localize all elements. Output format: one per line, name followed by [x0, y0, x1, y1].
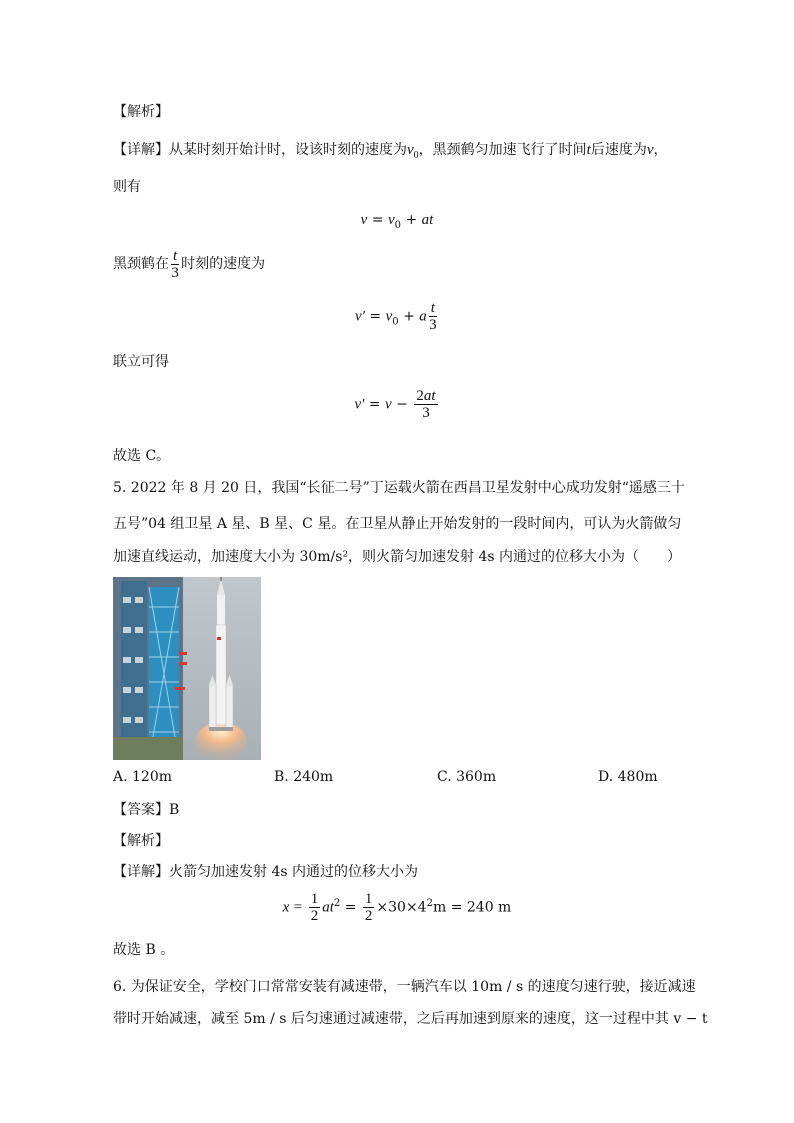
var-v: v: [646, 142, 654, 158]
question-5-line-1: 5. 2022 年 8 月 20 日，我国“长征二号”丁运载火箭在西昌卫星发射中心成功发射“遥感三十: [113, 480, 685, 496]
at-time-line: [113, 246, 265, 282]
detail-line: [113, 862, 418, 882]
equation-result: v′ = v − $\frac{2at}{3}$: [354, 388, 436, 421]
question-6-line-2: 带时开始减速，减至 5m / s 后匀速通过减速带，之后再加速到原来的速度，这一过程中其 v − t: [113, 1011, 708, 1027]
question-5-line-3: 加速直线运动，加速度大小为 30m/s²，则火箭匀加速发射 4s 内通过的位移大小为（ ）: [113, 549, 682, 565]
at-time-pre: 黑颈鹤在: [113, 256, 169, 272]
detail-text: 火箭匀加速发射 4s 内通过的位移大小为: [169, 864, 418, 880]
question-6-line-1: 6. 为保证安全，学校门口常常安装有减速带，一辆汽车以 10m / s 的速度匀速行驶，接近减速: [113, 979, 696, 995]
rocket-launch-photo: [113, 577, 261, 760]
at-time-post: 时刻的速度为: [181, 256, 266, 272]
option-c: C. 360m: [437, 769, 497, 785]
question-5-line-2: 五号”04 组卫星 A 星、B 星、C 星。在卫星从静止开始发射的一段时间内，可认为火箭做匀: [113, 516, 682, 532]
analysis-label: 【解析】: [113, 104, 169, 120]
equation-velocity-prime: $v' = v_0 + a$ $\frac{t}{3}$: [355, 300, 437, 333]
then-text: 则有: [113, 179, 141, 195]
var-t: t: [586, 142, 591, 158]
fraction-t-over-3: $\frac{t}{3}$: [171, 247, 179, 281]
equation-velocity: $v = v_0$ + at: [360, 212, 434, 231]
detail-label: 【详解】: [113, 864, 169, 880]
detail-text: 从某时刻开始计时，设该时刻的速度为: [169, 142, 407, 158]
answer-note: 故选 B 。: [113, 942, 175, 958]
var-v0: $v_0$: [407, 142, 419, 161]
option-d: D. 480m: [598, 769, 658, 785]
analysis-label: 【解析】: [113, 833, 169, 849]
detail-text: 后速度为: [590, 142, 647, 158]
detail-line: [113, 140, 668, 166]
option-a: A. 120m: [113, 769, 173, 785]
detail-label: 【详解】: [113, 142, 169, 158]
detail-text: ，黑颈鹤匀加速飞行了时间: [418, 142, 587, 158]
option-b: B. 240m: [274, 769, 334, 785]
detail-text: ，: [653, 142, 668, 158]
answer-note: 故选 C。: [113, 448, 171, 464]
combine-text: 联立可得: [113, 354, 169, 370]
equation-displacement: x = $\frac{1}{2}$ $at^2$ = $\frac{1}{2}$ $\times 30\times 4^2m = 240$ m: [282, 891, 512, 925]
answer-label: 【答案】B: [113, 802, 180, 818]
